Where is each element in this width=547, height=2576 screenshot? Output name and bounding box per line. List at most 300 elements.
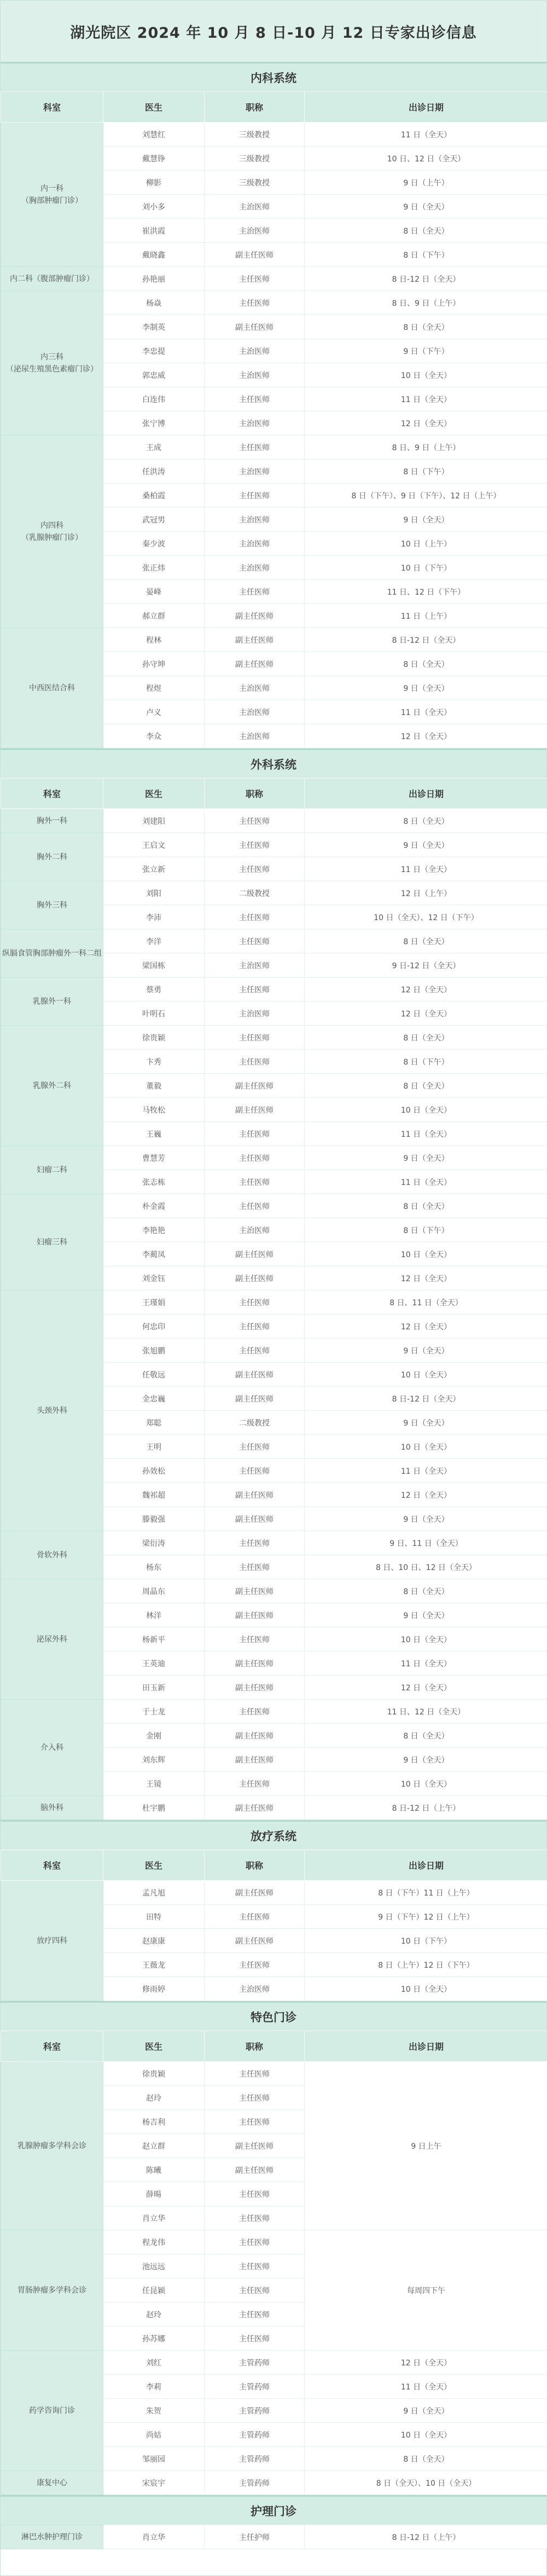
doctor-title: 主任医师 xyxy=(205,1700,305,1724)
clinic-date: 10 日（全天） xyxy=(305,1363,547,1387)
clinic-date: 10 日（全天） xyxy=(305,363,547,387)
doctor-title: 副主任医师 xyxy=(205,1507,305,1531)
clinic-date: 8 日（全天） xyxy=(305,929,547,953)
doctor-title: 三级教授 xyxy=(205,171,305,195)
department-name: 胸外二科 xyxy=(37,852,67,862)
department-name: 乳腺外二科 xyxy=(33,1081,71,1090)
department-cell xyxy=(1,809,103,833)
doctor-name: 肖立华 xyxy=(103,2525,205,2549)
clinic-date: 10 日（全天） xyxy=(305,1627,547,1652)
doctor-title: 主治医师 xyxy=(205,411,305,435)
department-name: （乳腺肿瘤门诊） xyxy=(21,533,83,542)
department-cell xyxy=(1,1796,103,1820)
clinic-date: 12 日（上午） xyxy=(305,881,547,905)
clinic-date: 8 日、9 日（上午） xyxy=(305,291,547,315)
clinic-date: 11 日（全天） xyxy=(305,2375,547,2399)
doctor-title: 主任医师 xyxy=(205,1435,305,1459)
clinic-date: 8 日（全天） xyxy=(305,1194,547,1218)
doctor-title: 主治医师 xyxy=(205,953,305,978)
table-row xyxy=(1,1796,547,1820)
doctor-title: 主治医师 xyxy=(205,532,305,556)
department-cell xyxy=(1,1579,103,1700)
header-title: 职称 xyxy=(205,92,305,123)
clinic-date: 8 日、11 日（全天） xyxy=(305,1290,547,1315)
doctor-name: 于士龙 xyxy=(103,1700,205,1724)
doctor-name: 任洪涛 xyxy=(103,460,205,484)
doctor-name: 金刚 xyxy=(103,1724,205,1748)
clinic-date: 9 日（全天） xyxy=(305,508,547,532)
clinic-date: 8 日（全天） xyxy=(305,1026,547,1050)
department-cell xyxy=(1,267,103,291)
schedule-table xyxy=(1,2525,547,2549)
doctor-name: 宋宸宇 xyxy=(103,2471,205,2495)
doctor-name: 李莉 xyxy=(103,2375,205,2399)
header-date: 出诊日期 xyxy=(305,92,547,123)
doctor-title: 主任医师 xyxy=(205,2182,305,2206)
doctor-title: 副主任医师 xyxy=(205,1676,305,1700)
doctor-name: 刘东辉 xyxy=(103,1748,205,1772)
doctor-title: 主任医师 xyxy=(205,905,305,929)
doctor-name: 孙艳丽 xyxy=(103,267,205,291)
doctor-name: 王巍 xyxy=(103,1122,205,1146)
doctor-name: 蔡勇 xyxy=(103,978,205,1002)
department-cell xyxy=(1,2525,103,2549)
clinic-date: 11 日（上午） xyxy=(305,604,547,628)
clinic-date: 9 日（全天） xyxy=(305,1339,547,1363)
doctor-title: 副主任医师 xyxy=(205,604,305,628)
section-title: 护理门诊 xyxy=(1,2495,546,2525)
department-cell xyxy=(1,2230,103,2351)
doctor-name: 白连伟 xyxy=(103,387,205,411)
clinic-date: 8 日-12 日（上午） xyxy=(305,2525,547,2549)
doctor-title: 主任医师 xyxy=(205,1459,305,1483)
section-title: 外科系统 xyxy=(1,748,546,778)
clinic-date: 8 日（上午）12 日（下午） xyxy=(305,1953,547,1977)
doctor-name: 陈曦 xyxy=(103,2158,205,2182)
clinic-date: 11 日（全天） xyxy=(305,700,547,724)
doctor-name: 武冠男 xyxy=(103,508,205,532)
doctor-title: 副主任医师 xyxy=(205,315,305,339)
schedule-table xyxy=(1,2031,547,2495)
doctor-name: 杜宇鹏 xyxy=(103,1796,205,1820)
doctor-name: 金忠巍 xyxy=(103,1387,205,1411)
doctor-name: 魏祁超 xyxy=(103,1483,205,1507)
clinic-date: 8 日（全天） xyxy=(305,809,547,833)
table-row xyxy=(1,1026,547,1050)
doctor-title: 主任医师 xyxy=(205,1905,305,1929)
header-doctor: 医生 xyxy=(103,778,205,809)
doctor-name: 梁国栋 xyxy=(103,953,205,978)
clinic-date: 12 日（全天） xyxy=(305,1002,547,1026)
doctor-title: 二级教授 xyxy=(205,1411,305,1435)
doctor-name: 杨吉利 xyxy=(103,2110,205,2134)
schedule-table xyxy=(1,91,547,748)
doctor-title: 主治医师 xyxy=(205,195,305,219)
doctor-name: 徐贵颖 xyxy=(103,1026,205,1050)
clinic-date: 8 日、10 日、12 日（全天） xyxy=(305,1555,547,1579)
header-row xyxy=(1,778,547,809)
doctor-title: 主治医师 xyxy=(205,1002,305,1026)
doctor-title: 主任医师 xyxy=(205,1772,305,1796)
department-cell xyxy=(1,2351,103,2471)
table-row xyxy=(1,833,547,857)
doctor-name: 赵立群 xyxy=(103,2134,205,2158)
doctor-name: 修雨婷 xyxy=(103,1977,205,2001)
doctor-title: 主任医师 xyxy=(205,2254,305,2278)
doctor-name: 董毅 xyxy=(103,1074,205,1098)
doctor-title: 主任医师 xyxy=(205,2110,305,2134)
department-name: 泌尿外科 xyxy=(37,1635,67,1644)
table-row xyxy=(1,809,547,833)
department-name: 骨软外科 xyxy=(37,1550,67,1560)
table-row xyxy=(1,1700,547,1724)
clinic-date: 8 日-12 日（上午） xyxy=(305,1796,547,1820)
department-name: 乳腺肿瘤多学科会诊 xyxy=(18,2141,86,2150)
doctor-name: 田玉新 xyxy=(103,1676,205,1700)
doctor-title: 主任医师 xyxy=(205,978,305,1002)
clinic-date: 9 日、11 日（全天） xyxy=(305,1531,547,1555)
schedule-table xyxy=(1,778,547,1820)
header-date: 出诊日期 xyxy=(305,778,547,809)
doctor-name: 程林 xyxy=(103,628,205,652)
doctor-name: 李众 xyxy=(103,724,205,748)
doctor-title: 主任医师 xyxy=(205,2062,305,2086)
clinic-date: 8 日（全天） xyxy=(305,1074,547,1098)
department-name: 乳腺外一科 xyxy=(33,997,71,1006)
doctor-name: 周晶东 xyxy=(103,1579,205,1603)
clinic-date: 11 日（全天） xyxy=(305,1652,547,1676)
header-date: 出诊日期 xyxy=(305,1850,547,1881)
department-cell xyxy=(1,1194,103,1290)
clinic-date: 9 日（全天） xyxy=(305,1507,547,1531)
doctor-name: 李忠提 xyxy=(103,339,205,363)
doctor-name: 郑聪 xyxy=(103,1411,205,1435)
clinic-date: 10 日（下午） xyxy=(305,1929,547,1953)
department-cell xyxy=(1,1290,103,1531)
table-row xyxy=(1,267,547,291)
doctor-name: 梁衍涛 xyxy=(103,1531,205,1555)
clinic-date: 12 日（全天） xyxy=(305,724,547,748)
table-row xyxy=(1,929,547,953)
department-name: 妇瘤二科 xyxy=(37,1165,67,1174)
department-name: 内二科（腹部肿瘤门诊） xyxy=(10,274,94,283)
doctor-name: 程煜 xyxy=(103,676,205,700)
doctor-title: 主治医师 xyxy=(205,1977,305,2001)
header-doctor: 医生 xyxy=(103,2031,205,2062)
clinic-date: 10 日（全天） xyxy=(305,1098,547,1122)
clinic-date: 9 日-12 日（全天） xyxy=(305,953,547,978)
header-dept: 科室 xyxy=(1,1850,103,1881)
doctor-name: 王英迪 xyxy=(103,1652,205,1676)
doctor-name: 柳影 xyxy=(103,171,205,195)
doctor-name: 戴晓鑫 xyxy=(103,243,205,267)
clinic-date: 9 日（全天） xyxy=(305,2399,547,2423)
doctor-name: 秦少波 xyxy=(103,532,205,556)
clinic-date: 12 日（全天） xyxy=(305,1676,547,1700)
doctor-name: 赵玲 xyxy=(103,2302,205,2327)
doctor-name: 王启文 xyxy=(103,833,205,857)
doctor-title: 主任医师 xyxy=(205,1953,305,1977)
clinic-date: 10 日（全天） xyxy=(305,1242,547,1266)
doctor-name: 王镜 xyxy=(103,1772,205,1796)
doctor-name: 曹慧芳 xyxy=(103,1146,205,1170)
clinic-date: 8 日（全天） xyxy=(305,1579,547,1603)
doctor-name: 赵康康 xyxy=(103,1929,205,1953)
clinic-date: 11 日（全天） xyxy=(305,1122,547,1146)
doctor-name: 卢义 xyxy=(103,700,205,724)
doctor-name: 尚姑 xyxy=(103,2423,205,2447)
clinic-date: 8 日（下午） xyxy=(305,1050,547,1074)
clinic-date: 11 日（全天） xyxy=(305,387,547,411)
doctor-name: 杨焱 xyxy=(103,291,205,315)
table-row xyxy=(1,1881,547,1905)
doctor-title: 主管药师 xyxy=(205,2351,305,2375)
doctor-title: 副主任医师 xyxy=(205,1074,305,1098)
doctor-name: 林洋 xyxy=(103,1603,205,1627)
doctor-name: 刘红 xyxy=(103,2351,205,2375)
clinic-date: 12 日（全天） xyxy=(305,411,547,435)
doctor-title: 三级教授 xyxy=(205,123,305,147)
doctor-title: 主管药师 xyxy=(205,2423,305,2447)
department-name: （胸部肿瘤门诊） xyxy=(21,196,83,205)
clinic-date: 8 日（全天） xyxy=(305,2447,547,2471)
doctor-name: 马牧松 xyxy=(103,1098,205,1122)
doctor-name: 孟凡旭 xyxy=(103,1881,205,1905)
doctor-name: 刘小多 xyxy=(103,195,205,219)
clinic-date: 9 日（全天） xyxy=(305,1603,547,1627)
clinic-date: 12 日（全天） xyxy=(305,2351,547,2375)
clinic-date: 9 日（全天） xyxy=(305,1411,547,1435)
doctor-title: 副主任医师 xyxy=(205,1796,305,1820)
clinic-date: 10 日（全天） xyxy=(305,1772,547,1796)
doctor-name: 刘慧红 xyxy=(103,123,205,147)
doctor-name: 邹丽园 xyxy=(103,2447,205,2471)
doctor-name: 张志栋 xyxy=(103,1170,205,1194)
table-row xyxy=(1,1194,547,1218)
section-title: 放疗系统 xyxy=(1,1820,546,1850)
doctor-title: 主任医师 xyxy=(205,580,305,604)
department-cell xyxy=(1,1026,103,1146)
department-name: 内四科 xyxy=(40,521,63,530)
department-cell xyxy=(1,435,103,628)
clinic-date: 8 日（下午）、9 日（下午）、12 日（上午） xyxy=(305,484,547,508)
doctor-title: 主任医师 xyxy=(205,2278,305,2302)
header-doctor: 医生 xyxy=(103,92,205,123)
schedule-table xyxy=(1,1850,547,2001)
doctor-title: 主任医师 xyxy=(205,1531,305,1555)
department-name: 胸外一科 xyxy=(37,816,67,825)
doctor-title: 副主任医师 xyxy=(205,628,305,652)
doctor-name: 郝立群 xyxy=(103,604,205,628)
department-name: 内三科 xyxy=(40,352,63,362)
doctor-title: 主任医师 xyxy=(205,857,305,881)
clinic-date: 9 日（下午） xyxy=(305,339,547,363)
doctor-title: 主任医师 xyxy=(205,2206,305,2230)
clinic-date: 8 日-12 日（全天） xyxy=(305,267,547,291)
doctor-name: 张旭鹏 xyxy=(103,1339,205,1363)
doctor-title: 副主任医师 xyxy=(205,1603,305,1627)
doctor-name: 戴慧铮 xyxy=(103,147,205,171)
department-name: 内一科 xyxy=(40,184,63,193)
doctor-title: 主治医师 xyxy=(205,1218,305,1242)
header-date: 出诊日期 xyxy=(305,2031,547,2062)
doctor-title: 副主任医师 xyxy=(205,652,305,676)
doctor-name: 滕毅强 xyxy=(103,1507,205,1531)
doctor-title: 副主任医师 xyxy=(205,1724,305,1748)
header-title: 职称 xyxy=(205,778,305,809)
doctor-name: 田特 xyxy=(103,1905,205,1929)
header-row xyxy=(1,1850,547,1881)
doctor-name: 李制英 xyxy=(103,315,205,339)
doctor-title: 副主任医师 xyxy=(205,1652,305,1676)
doctor-name: 张宁博 xyxy=(103,411,205,435)
doctor-name: 卞秀 xyxy=(103,1050,205,1074)
doctor-name: 孙苏娜 xyxy=(103,2327,205,2351)
table-row xyxy=(1,2062,547,2086)
doctor-name: 肖立华 xyxy=(103,2206,205,2230)
clinic-date: 10 日（全天） xyxy=(305,1977,547,2001)
doctor-title: 副主任医师 xyxy=(205,1098,305,1122)
doctor-title: 副主任医师 xyxy=(205,1748,305,1772)
doctor-title: 主治医师 xyxy=(205,676,305,700)
doctor-name: 任昆颖 xyxy=(103,2278,205,2302)
clinic-date: 8 日（全天） xyxy=(305,1724,547,1748)
doctor-title: 主任医师 xyxy=(205,2086,305,2110)
doctor-title: 主任医师 xyxy=(205,267,305,291)
department-name: 脑外科 xyxy=(40,1803,63,1812)
clinic-date: 10 日（下午） xyxy=(305,556,547,580)
doctor-title: 副主任医师 xyxy=(205,1579,305,1603)
department-name: 头颈外科 xyxy=(37,1406,67,1415)
table-row xyxy=(1,881,547,905)
doctor-name: 张立新 xyxy=(103,857,205,881)
doctor-name: 朱贺 xyxy=(103,2399,205,2423)
department-name: 妇瘤三科 xyxy=(37,1237,67,1247)
doctor-name: 程龙伟 xyxy=(103,2230,205,2254)
department-cell xyxy=(1,1531,103,1579)
doctor-name: 王薇龙 xyxy=(103,1953,205,1977)
doctor-title: 主治医师 xyxy=(205,700,305,724)
doctor-name: 何忠印 xyxy=(103,1315,205,1339)
doctor-name: 刘建阳 xyxy=(103,809,205,833)
doctor-title: 副主任医师 xyxy=(205,1387,305,1411)
doctor-name: 桑柏霞 xyxy=(103,484,205,508)
doctor-title: 主任医师 xyxy=(205,1290,305,1315)
department-name: 中西医结合科 xyxy=(29,683,75,693)
clinic-date: 12 日（全天） xyxy=(305,978,547,1002)
clinic-date: 8 日-12 日（全天） xyxy=(305,628,547,652)
header-row xyxy=(1,2031,547,2062)
doctor-title: 主任医师 xyxy=(205,1627,305,1652)
table-row xyxy=(1,628,547,652)
header-row xyxy=(1,92,547,123)
department-cell xyxy=(1,1881,103,2001)
department-cell xyxy=(1,978,103,1026)
clinic-date: 8 日（下午） xyxy=(305,243,547,267)
clinic-date: 9 日（全天） xyxy=(305,1748,547,1772)
doctor-title: 主任医师 xyxy=(205,1050,305,1074)
doctor-title: 主治医师 xyxy=(205,460,305,484)
table-row xyxy=(1,978,547,1002)
department-cell xyxy=(1,123,103,267)
doctor-title: 主任医师 xyxy=(205,435,305,460)
clinic-date: 8 日（下午）11 日（上午） xyxy=(305,1881,547,1905)
department-cell xyxy=(1,1146,103,1194)
doctor-title: 主任医师 xyxy=(205,387,305,411)
clinic-date: 每周四下午 xyxy=(305,2230,547,2351)
header-dept: 科室 xyxy=(1,778,103,809)
department-name: 药学咨询门诊 xyxy=(29,2406,75,2415)
clinic-date: 8 日（全天） xyxy=(305,219,547,243)
doctor-title: 副主任医师 xyxy=(205,1929,305,1953)
doctor-title: 二级教授 xyxy=(205,881,305,905)
table-row xyxy=(1,291,547,315)
header-dept: 科室 xyxy=(1,2031,103,2062)
doctor-title: 副主任医师 xyxy=(205,2158,305,2182)
doctor-name: 郭忠威 xyxy=(103,363,205,387)
clinic-date: 9 日（全天） xyxy=(305,676,547,700)
department-cell xyxy=(1,833,103,881)
clinic-date: 11 日（全天） xyxy=(305,1170,547,1194)
clinic-date: 12 日（全天） xyxy=(305,1315,547,1339)
doctor-name: 王瑾娟 xyxy=(103,1290,205,1315)
table-row xyxy=(1,1146,547,1170)
table-row xyxy=(1,435,547,460)
doctor-title: 主治医师 xyxy=(205,724,305,748)
doctor-name: 李蔺凤 xyxy=(103,1242,205,1266)
sections-container xyxy=(1,62,546,2549)
department-name: 胃肠肿瘤多学科会诊 xyxy=(18,2286,86,2295)
doctor-name: 孙守坤 xyxy=(103,652,205,676)
department-name: 放疗四科 xyxy=(37,1936,67,1945)
department-name: 纵膈食管胸部肿瘤外一科二组 xyxy=(2,949,102,958)
doctor-title: 主治医师 xyxy=(205,363,305,387)
doctor-title: 主任医师 xyxy=(205,1194,305,1218)
clinic-date: 11 日、12 日（下午） xyxy=(305,580,547,604)
doctor-name: 朴金霞 xyxy=(103,1194,205,1218)
doctor-title: 主任医师 xyxy=(205,1339,305,1363)
department-cell xyxy=(1,1700,103,1796)
doctor-name: 王成 xyxy=(103,435,205,460)
section-title: 内科系统 xyxy=(1,62,546,91)
header-title: 职称 xyxy=(205,2031,305,2062)
clinic-date: 9 日（上午） xyxy=(305,171,547,195)
doctor-title: 主任医师 xyxy=(205,1555,305,1579)
doctor-title: 主任医师 xyxy=(205,291,305,315)
doctor-name: 杨新平 xyxy=(103,1627,205,1652)
doctor-title: 主任医师 xyxy=(205,929,305,953)
doctor-title: 主任医师 xyxy=(205,2327,305,2351)
doctor-name: 崔洪霞 xyxy=(103,219,205,243)
clinic-date: 8 日（下午） xyxy=(305,460,547,484)
header-dept: 科室 xyxy=(1,92,103,123)
clinic-date: 9 日（全天） xyxy=(305,195,547,219)
clinic-date: 8 日（全天） xyxy=(305,652,547,676)
doctor-name: 刘阳 xyxy=(103,881,205,905)
table-row xyxy=(1,123,547,147)
doctor-title: 主任医师 xyxy=(205,1170,305,1194)
doctor-name: 杨东 xyxy=(103,1555,205,1579)
department-name: 淋巴水肿护理门诊 xyxy=(21,2532,83,2542)
doctor-title: 主管药师 xyxy=(205,2471,305,2495)
department-name: 介入科 xyxy=(40,1743,63,1752)
doctor-name: 晏峰 xyxy=(103,580,205,604)
clinic-date: 12 日（全天） xyxy=(305,1483,547,1507)
doctor-title: 副主任医师 xyxy=(205,1483,305,1507)
clinic-date: 9 日（全天） xyxy=(305,1146,547,1170)
doctor-title: 主管药师 xyxy=(205,2399,305,2423)
doctor-title: 主管药师 xyxy=(205,2447,305,2471)
